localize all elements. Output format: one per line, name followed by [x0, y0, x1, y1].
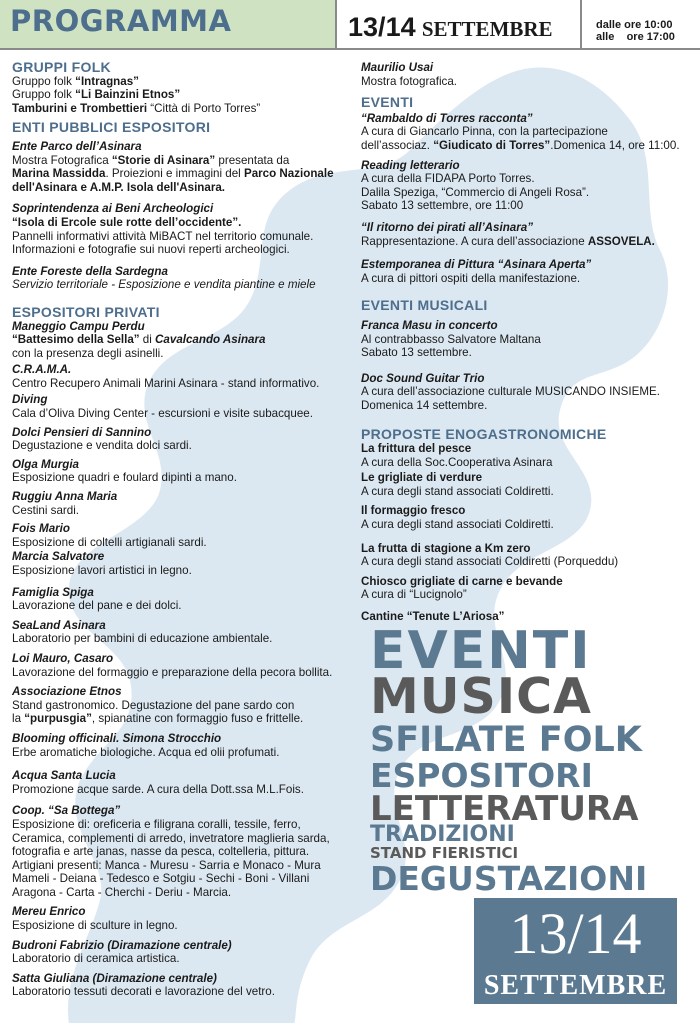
entry: [12, 939, 352, 966]
entry-title: SeaLand Asinara: [12, 618, 106, 632]
folk-name: “Intragnas”: [75, 74, 139, 88]
entry-title: Il formaggio fresco: [361, 504, 466, 518]
entry-line: A cura degli stand associati Coldiretti (Porqueddu): [361, 555, 619, 569]
folk-name: Tamburini e Trombettieri: [12, 101, 151, 115]
entry-title: Satta Giuliana (Diramazione centrale): [12, 971, 217, 985]
entry-title: Estemporanea di Pittura “Asinara Aperta”: [361, 258, 592, 272]
entry-line: Mameli - Deiana - Tedesco e Sotgiu - Sechi - Boni - Villani: [12, 872, 310, 886]
page-title: PROGRAMMA: [10, 4, 232, 38]
entry-title: Franca Masu in concerto: [361, 318, 498, 332]
text: .Domenica 14, ore 11:00.: [550, 138, 680, 152]
entry: [12, 363, 352, 390]
entry: [361, 221, 697, 248]
text: Gruppo folk: [12, 88, 76, 102]
entry-title: Maneggio Campu Perdu: [12, 319, 145, 333]
header-underline: [0, 48, 700, 50]
entry-line: Mostra fotografica.: [361, 74, 458, 88]
entry-line: con la presenza degli asinelli.: [12, 346, 164, 360]
entry-line: A cura dell’associazione culturale MUSICANDO INSIEME.: [361, 385, 660, 399]
entry: [361, 471, 697, 498]
entry-title: Dolci Pensieri di Sannino: [12, 425, 152, 439]
entry: [361, 504, 697, 531]
entry-line: Laboratorio per bambini di educazione ambientale.: [12, 632, 273, 646]
entry-title: La frittura del pesce: [361, 442, 472, 456]
entry-title: Soprintendenza ai Beni Archeologici: [12, 202, 214, 216]
entry: [361, 258, 697, 285]
entry-title: “Rambaldo di Torres racconta”: [361, 111, 533, 125]
entry-title: Loi Mauro, Casaro: [12, 651, 114, 665]
entry-title: Blooming officinali. Simona Strocchio: [12, 731, 222, 745]
poster-word-musica: MUSICA: [370, 668, 592, 725]
entry: [12, 685, 352, 726]
entry: [361, 575, 697, 602]
text: . Proiezioni e immagini del: [105, 167, 244, 181]
folk-name: “Li Bainzini Etnos”: [75, 88, 181, 102]
entry-title: Reading letterario: [361, 158, 460, 172]
poster-word-degustazioni: DEGUSTAZIONI: [370, 859, 648, 898]
entry-line: Centro Recupero Animali Marini Asinara - stand informativo.: [12, 376, 320, 390]
entry-line: A cura degli stand associati Coldiretti.: [361, 518, 554, 532]
entry-title: Chiosco grigliate di carne e bevande: [361, 574, 563, 588]
entry-line: [12, 712, 352, 726]
header-time: dalle ore 10:00 alle ore 17:00: [596, 19, 675, 43]
entry: [12, 320, 352, 361]
entry-line: Domenica 14 settembre.: [361, 398, 488, 412]
right-column: [361, 61, 697, 624]
date-day-a: 13: [348, 12, 379, 42]
text: di: [139, 333, 156, 347]
section-title-eventi-musicali: EVENTI MUSICALI: [361, 297, 488, 314]
entry-line: Servizio territoriale - Esposizione e vendita piantine e miele: [12, 278, 316, 292]
entry-line: Esposizione di coltelli artigianali sardi.: [12, 535, 207, 549]
text: la: [12, 712, 25, 726]
entry-line: A cura della FIDAPA Porto Torres.: [361, 172, 535, 186]
text: , spianatine con formaggio fuso e frittelle.: [91, 712, 304, 726]
entry-line: Informazioni e fotografie sui nuovi reperti archeologici.: [12, 243, 290, 257]
header-bar: [0, 0, 700, 48]
entry-line: Lavorazione del formaggio e preparazione della pecora bollita.: [12, 665, 333, 679]
entry: [361, 372, 697, 413]
entry-line: A cura di pittori ospiti della manifestazione.: [361, 271, 581, 285]
folk-item: [12, 75, 352, 89]
entry-line: Degustazione e vendita dolci sardi.: [12, 439, 192, 453]
text: ASSOVELA.: [587, 234, 655, 248]
poster-date-number: 13/14: [509, 901, 642, 966]
text: Gruppo folk: [12, 74, 76, 88]
entry: [361, 319, 697, 360]
entry-line: Sabato 13 settembre, ore 11:00: [361, 199, 524, 213]
entry-line: Artigiani presenti: Manca - Muresu - Sarria e Monaco - Mura: [12, 858, 321, 872]
entry-title: Ente Parco dell’Asinara: [12, 139, 142, 153]
entry-line: A cura di Giancarlo Pinna, con la partecipazione: [361, 125, 608, 139]
entry-line: [361, 139, 697, 153]
entry: [361, 159, 697, 213]
poster-date-month: SETTEMBRE: [483, 970, 668, 1001]
text: “Storie di Asinara”: [111, 153, 216, 167]
entry-line: [361, 235, 697, 249]
entry-line: Esposizione di: oreficeria e filigrana coralli, tessile, ferro,: [12, 817, 301, 831]
date-month: SETTEMBRE: [421, 17, 553, 41]
entry-title: Acqua Santa Lucia: [12, 769, 116, 783]
entry-title: Diving: [12, 393, 48, 407]
entry: [12, 732, 352, 759]
entry: [12, 140, 352, 194]
text: dell’associaz.: [361, 138, 434, 152]
entry-line: Lavorazione del pane e dei dolci.: [12, 599, 182, 613]
entry-title: Marcia Salvatore: [12, 550, 105, 564]
text: “Città di Porto Torres”: [150, 101, 261, 115]
entry-line: Cala d’Oliva Diving Center - escursioni e visite subacquee.: [12, 407, 313, 421]
text: Mostra Fotografica: [12, 153, 112, 167]
poster-date-box: [474, 898, 677, 1004]
entry: [12, 522, 352, 549]
text: Cavalcando Asinara: [155, 333, 266, 347]
entry-title: La frutta di stagione a Km zero: [361, 541, 531, 555]
left-column: [12, 61, 352, 999]
entry-title: Ruggiu Anna Maria: [12, 490, 118, 504]
entry: [12, 972, 352, 999]
text: “Giudicato di Torres”: [433, 138, 551, 152]
section-title-espositori-privati: ESPOSITORI PRIVATI: [12, 303, 160, 320]
entry-line: Esposizione quadri e foulard dipinti a mano.: [12, 471, 237, 485]
section-title-gruppi-folk: GRUPPI FOLK: [12, 59, 111, 75]
section-title-eventi: EVENTI: [361, 94, 414, 111]
date-day-b: 14: [385, 12, 416, 42]
poster-word-letteratura: LETTERATURA: [370, 789, 639, 829]
entry: [361, 542, 697, 569]
poster-word-eventi: EVENTI: [370, 621, 592, 681]
entry-title: Ente Foreste della Sardegna: [12, 264, 168, 278]
entry: [12, 905, 352, 932]
entry: [12, 586, 352, 613]
entry-title: Coop. “Sa Bottega”: [12, 804, 121, 818]
entry-title: Le grigliate di verdure: [361, 471, 483, 485]
text: Marina Massidda: [12, 167, 106, 181]
entry-line: A cura degli stand associati Coldiretti.: [361, 484, 554, 498]
entry-title: Doc Sound Guitar Trio: [361, 371, 485, 385]
section-title-enti-pubblici: ENTI PUBBLICI ESPOSITORI: [12, 119, 211, 136]
entry-title: Fois Mario: [12, 522, 70, 536]
entry-title: Olga Murgia: [12, 457, 79, 471]
entry: [361, 442, 697, 469]
entry: [12, 652, 352, 679]
header-date: [348, 12, 553, 43]
entry-line: fotografia e arte janas, nasse da pesca, coltelleria, pittura.: [12, 845, 310, 859]
entry-line: A cura di “Lucignolo”: [361, 588, 467, 602]
text: presentata da: [215, 153, 290, 167]
entry-line: Esposizione lavori artistici in legno.: [12, 564, 192, 577]
text: “purpusgia”: [24, 712, 92, 726]
entry-title: Famiglia Spiga: [12, 585, 94, 599]
entry-line: Ceramica, complementi di arredo, invetratore maglieria sarda,: [12, 831, 330, 845]
entry-title: “Il ritorno dei pirati all’Asinara”: [361, 220, 534, 234]
entry-line: Sabato 13 settembre.: [361, 346, 472, 360]
entry: [12, 458, 352, 485]
entry-line: Stand gastronomico. Degustazione del pane sardo con: [12, 698, 295, 712]
section-title-enogastronomiche: PROPOSTE ENOGASTRONOMICHE: [361, 426, 607, 443]
entry-title: Maurilio Usai: [361, 61, 434, 74]
entry: [12, 804, 352, 899]
entry-line: [12, 333, 352, 347]
entry-title: Budroni Fabrizio (Diramazione centrale): [12, 938, 232, 952]
entry-line: dell'Asinara e A.M.P. Isola dell'Asinara.: [12, 180, 225, 194]
folk-item: [12, 102, 352, 116]
entry: [12, 550, 352, 577]
entry-title: C.R.A.M.A.: [12, 363, 72, 377]
entry: [12, 202, 352, 256]
entry: [361, 112, 697, 153]
entry-line: Promozione acque sarde. A cura della Dott.ssa M.L.Fois.: [12, 782, 304, 796]
folk-item: [12, 88, 352, 102]
entry: [12, 769, 352, 796]
entry-line: Aragona - Carta - Cherchi - Deriu - Marcia.: [12, 885, 232, 899]
entry-line: [12, 154, 352, 168]
entry-title: Cantine “Tenute L’Ariosa”: [361, 610, 505, 623]
entry-line: Pannelli informativi attività MiBACT nel territorio comunale.: [12, 229, 314, 243]
poster-word-sfilate-folk: SFILATE FOLK: [370, 720, 642, 760]
entry-title: Mereu Enrico: [12, 905, 86, 919]
date-slash: /: [378, 12, 386, 42]
text: Rappresentazione. A cura dell’associazione: [361, 234, 588, 248]
entry-line: Cestini sardi.: [12, 503, 80, 517]
entry-line: [12, 167, 352, 181]
entry: [12, 393, 352, 420]
poster-word-espositori: ESPOSITORI: [370, 756, 593, 795]
entry-line: A cura della Soc.Cooperativa Asinara: [361, 455, 553, 469]
entry: [12, 619, 352, 646]
entry-line: “Isola di Ercole sule rotte dell’occidente”.: [12, 215, 242, 229]
entry: [12, 265, 352, 292]
entry: [12, 426, 352, 453]
entry-line: Laboratorio di ceramica artistica.: [12, 952, 180, 966]
text: “Battesimo della Sella”: [12, 333, 140, 347]
poster-word-stand-fieristici: STAND FIERISTICI: [370, 844, 519, 862]
entry-line: Al contrabbasso Salvatore Maltana: [361, 332, 541, 346]
entry-line: Laboratorio tessuti decorati e lavorazione del vetro.: [12, 985, 275, 999]
poster-word-tradizioni: TRADIZIONI: [370, 822, 515, 847]
entry-line: Erbe aromatiche biologiche. Acqua ed olii profumati.: [12, 745, 280, 759]
text: Parco Nazionale: [243, 167, 334, 181]
entry-line: Esposizione di sculture in legno.: [12, 919, 178, 933]
entry-line: Dalila Speziga, “Commercio di Angeli Rosa”.: [361, 185, 590, 199]
entry-title: Associazione Etnos: [12, 685, 122, 699]
entry: [12, 490, 352, 517]
